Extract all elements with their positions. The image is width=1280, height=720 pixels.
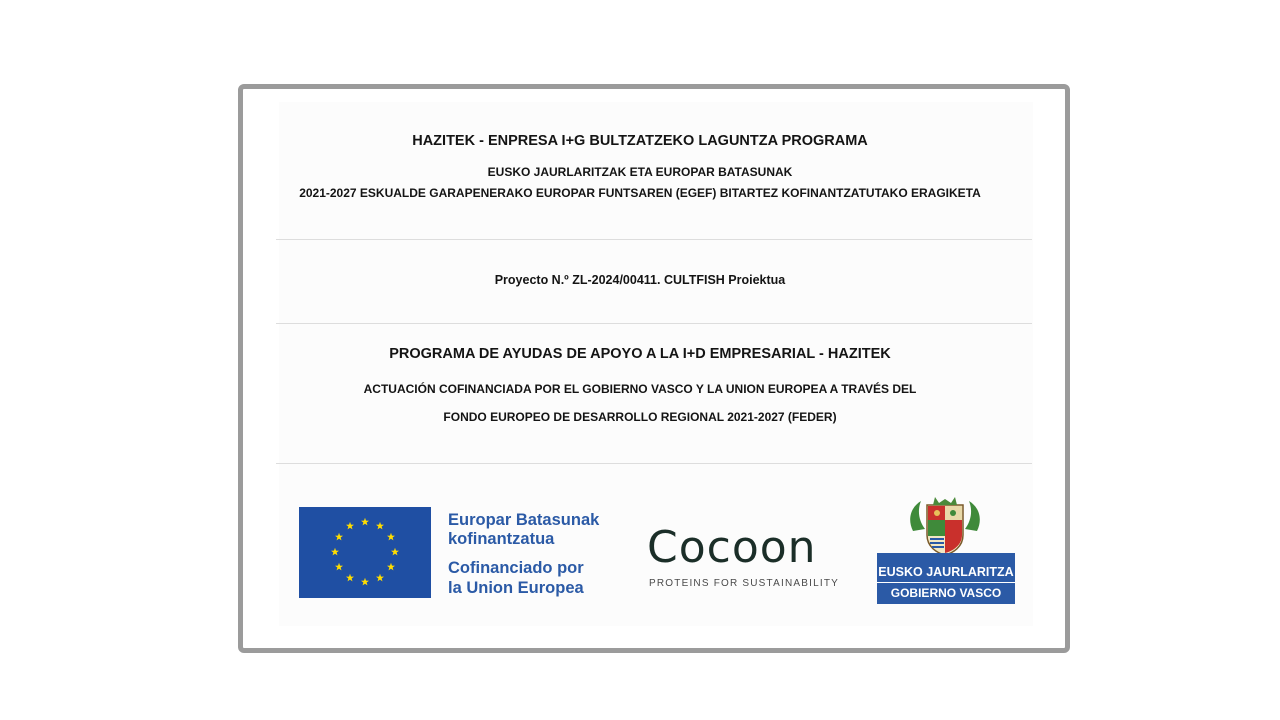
- eu-label-line-2: kofinantzatua: [448, 530, 555, 548]
- eu-star: [346, 574, 354, 582]
- divider: [877, 582, 1015, 583]
- eu-star: [331, 548, 339, 556]
- gobierno-line-2: GOBIERNO VASCO: [890, 586, 1002, 600]
- eu-star: [376, 574, 384, 582]
- gobierno-line-1: EUSKO JAURLARITZA: [878, 565, 1014, 579]
- eu-label-line-3: Cofinanciado por: [448, 559, 584, 577]
- header-subtitle-1: EUSKO JAURLARITZAK ETA EUROPAR BATASUNAK: [487, 165, 793, 179]
- cocoon-wordmark: Cocoon: [647, 522, 817, 573]
- project-reference: Proyecto N.º ZL-2024/00411. CULTFISH Proiektua: [494, 273, 786, 287]
- divider: [276, 239, 1032, 240]
- gobierno-vasco-badge: [877, 553, 1015, 604]
- eu-flag-icon: [299, 507, 431, 598]
- divider: [276, 323, 1032, 324]
- eu-star: [391, 548, 399, 556]
- eu-star: [335, 533, 343, 541]
- eu-star: [335, 563, 343, 571]
- eu-star: [376, 522, 384, 530]
- eu-star: [361, 578, 369, 586]
- eu-star: [361, 518, 369, 526]
- spanish-line-1: ACTUACIÓN COFINANCIADA POR EL GOBIERNO VASCO Y LA UNION EUROPEA A TRAVÉS DEL: [363, 382, 917, 396]
- spanish-title: PROGRAMA DE AYUDAS DE APOYO A LA I+D EMPRESARIAL - HAZITEK: [389, 346, 891, 362]
- eu-label-line-4: la Union Europea: [448, 579, 584, 597]
- cocoon-tagline: PROTEINS FOR SUSTAINABILITY: [649, 578, 840, 589]
- divider: [276, 463, 1032, 464]
- eu-star: [387, 563, 395, 571]
- basque-coat-of-arms-icon: [905, 497, 985, 557]
- spanish-line-2: FONDO EUROPEO DE DESARROLLO REGIONAL 2021-2027 (FEDER): [443, 410, 837, 424]
- header-title: HAZITEK - ENPRESA I+G BULTZATZEKO LAGUNTZA PROGRAMA: [412, 133, 868, 149]
- header-subtitle-2: 2021-2027 ESKUALDE GARAPENERAKO EUROPAR FUNTSAREN (EGEF) BITARTEZ KOFINANTZATUTAKO ERAGIKETA: [299, 186, 981, 200]
- eu-star: [346, 522, 354, 530]
- eu-label-line-1: Europar Batasunak: [448, 511, 600, 529]
- eu-star: [387, 533, 395, 541]
